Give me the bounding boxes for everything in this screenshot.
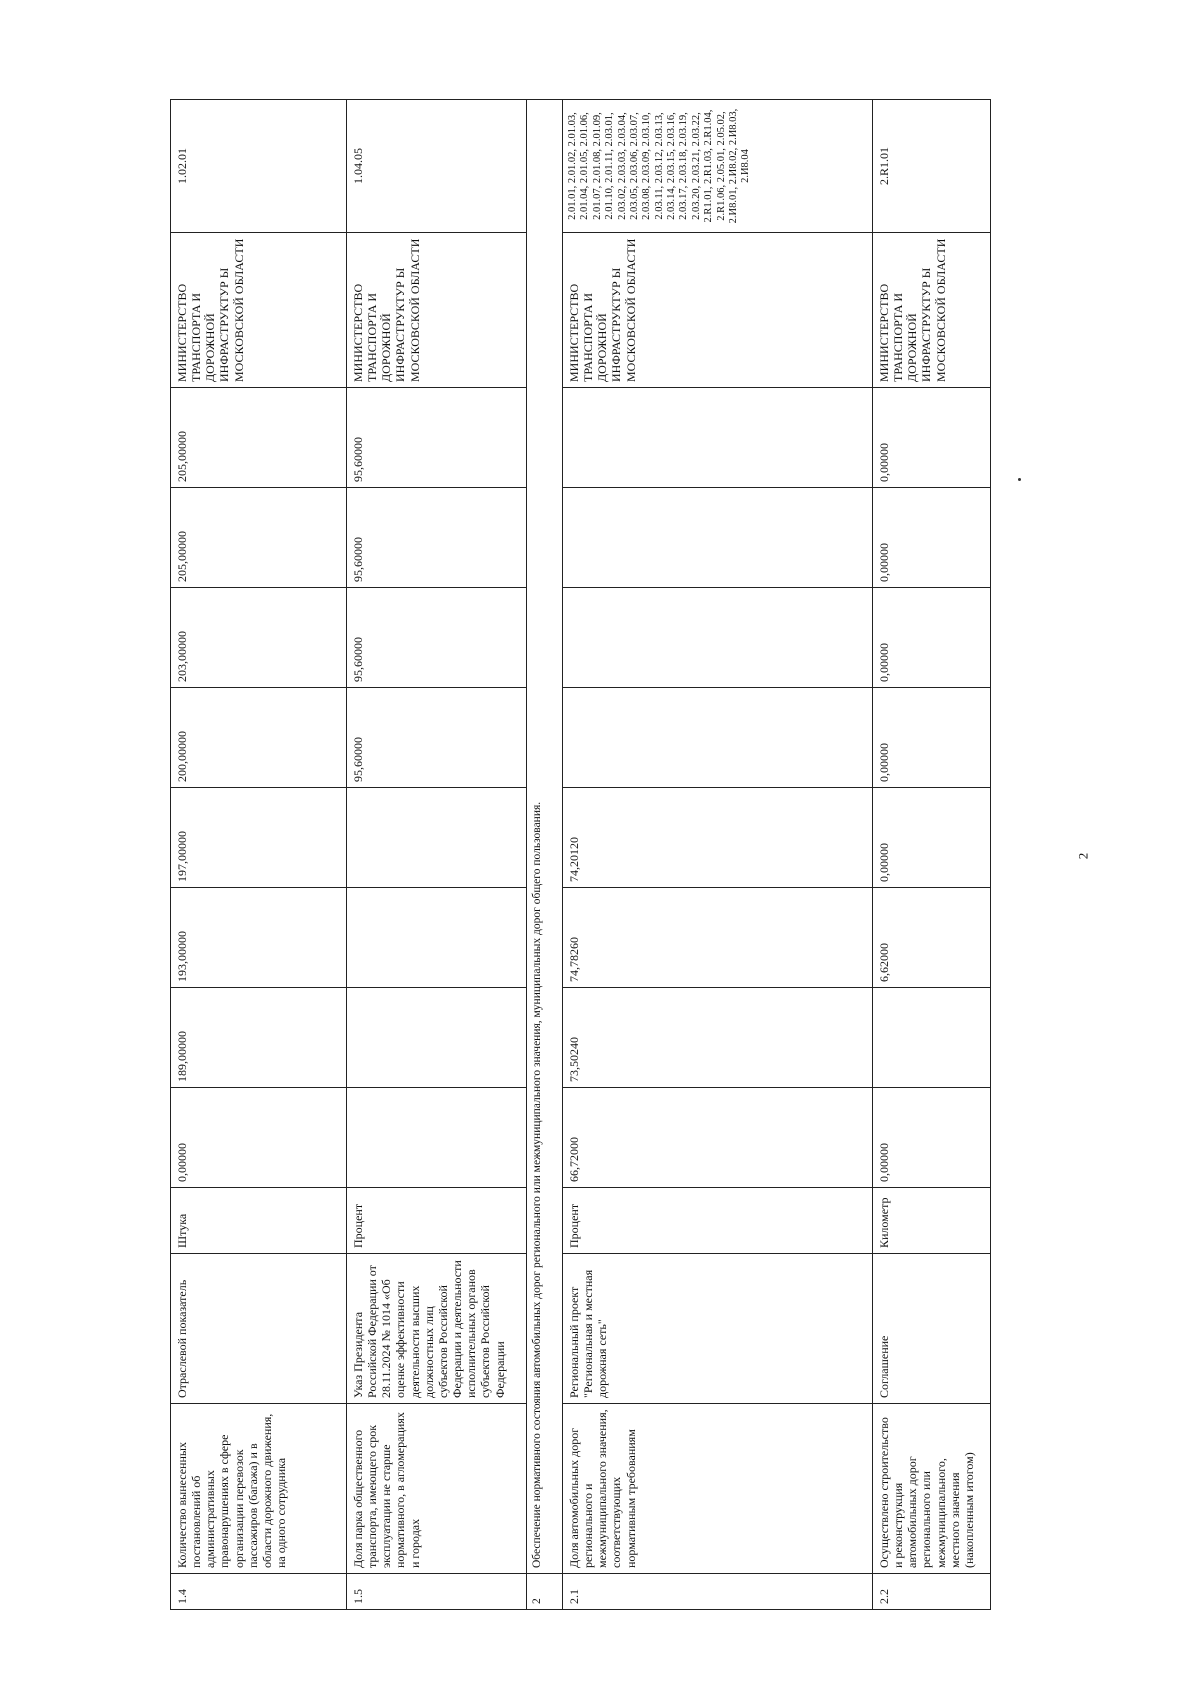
value-cell <box>563 388 873 488</box>
value-cell: 0,00000 <box>873 788 991 888</box>
value-cell: 189,00000 <box>171 988 347 1088</box>
value-cell: 200,00000 <box>171 688 347 788</box>
row-number: 2.1 <box>563 1574 873 1610</box>
indicator-unit: Процент <box>347 1188 527 1254</box>
value-cell <box>347 788 527 888</box>
value-cell <box>347 988 527 1088</box>
responsible-org: МИНИСТЕРСТВО ТРАНСПОРТА И ДОРОЖНОЙ ИНФРАСТРУКТУР Ы МОСКОВСКОЙ ОБЛАСТИ <box>347 233 527 388</box>
indicator-name: Доля парка общественного транспорта, имеющего срок эксплуатации не старше нормативного, в агломерациях и городах <box>347 1404 527 1574</box>
value-cell <box>563 588 873 688</box>
indicator-basis: Отраслевой показатель <box>171 1254 347 1404</box>
value-cell: 197,00000 <box>171 788 347 888</box>
measure-codes: 2.R1.01 <box>873 100 991 233</box>
responsible-org: МИНИСТЕРСТВО ТРАНСПОРТА И ДОРОЖНОЙ ИНФРАСТРУКТУР Ы МОСКОВСКОЙ ОБЛАСТИ <box>171 233 347 388</box>
measure-codes: 1.04.05 <box>347 100 527 233</box>
value-cell <box>347 888 527 988</box>
indicator-basis: Региональный проект "Региональная и местная дорожная сеть" <box>563 1254 873 1404</box>
indicator-name: Количество вынесенных постановлений об административных правонарушениях в сфере организации перевозок пассажиров (багажа) и в области дорожного движения, на одного сотрудника <box>171 1404 347 1574</box>
value-cell: 0,00000 <box>873 388 991 488</box>
scan-speck <box>1018 478 1021 481</box>
value-cell <box>347 1088 527 1188</box>
row-number: 1.5 <box>347 1574 527 1610</box>
indicators-table <box>170 99 991 1610</box>
value-cell: 203,00000 <box>171 588 347 688</box>
value-cell: 0,00000 <box>873 488 991 588</box>
value-cell: 0,00000 <box>873 688 991 788</box>
indicator-basis: Соглашение <box>873 1254 991 1404</box>
table-row <box>873 100 991 1610</box>
section-title: Обеспечение нормативного состояния автомобильных дорог регионального или межмуниципального значения, муниципальных дорог общего пользования. <box>527 100 563 1574</box>
value-cell: 95,60000 <box>347 588 527 688</box>
value-cell: 74,20120 <box>563 788 873 888</box>
value-cell: 6,62000 <box>873 888 991 988</box>
value-cell <box>563 688 873 788</box>
value-cell: 0,00000 <box>873 588 991 688</box>
indicator-basis: Указ Президента Российской Федерации от 28.11.2024 № 1014 «Об оценке эффективности деятельности высших должностных лиц субъектов Российской Федерации и деятельности исполнительных органов субъектов Российской Федерации <box>347 1254 527 1404</box>
value-cell: 66,72000 <box>563 1088 873 1188</box>
indicator-name: Доля автомобильных дорог регионального и межмуниципального значения, соответствующих нормативным требованиям <box>563 1404 873 1574</box>
value-cell: 95,60000 <box>347 688 527 788</box>
value-cell: 74,78260 <box>563 888 873 988</box>
measure-codes: 2.01.01, 2.01.02, 2.01.03, 2.01.04, 2.01.05, 2.01.06, 2.01.07, 2.01.08, 2.01.09, 2.01.10, 2.01.11, 2.03.01, 2.03.02, 2.03.03, 2.03.04, 2.03.05, 2.03.06, 2.03.07, 2.03.08, 2.03.09, 2.03.10, 2.03.11, 2.03.12, 2.03.13, 2.03.14, 2.03.15, 2.03.16, 2.03.17, 2.03.18, 2.03.19, 2.03.20, 2.03.21, 2.03.22, 2.R1.01, 2.R1.03, 2.R1.04, 2.R1.06, 2.05.01, 2.05.02, 2.И8.01, 2.И8.02, 2.И8.03, 2.И8.04 <box>563 100 873 233</box>
measure-codes: 1.02.01 <box>171 100 347 233</box>
page-number: 2 <box>1075 852 1091 860</box>
section-number: 2 <box>527 1574 563 1610</box>
value-cell <box>873 988 991 1088</box>
indicator-unit: Процент <box>563 1188 873 1254</box>
value-cell: 0,00000 <box>171 1088 347 1188</box>
table-row <box>171 100 347 1610</box>
indicator-unit: Километр <box>873 1188 991 1254</box>
indicator-unit: Штука <box>171 1188 347 1254</box>
responsible-org: МИНИСТЕРСТВО ТРАНСПОРТА И ДОРОЖНОЙ ИНФРАСТРУКТУР Ы МОСКОВСКОЙ ОБЛАСТИ <box>873 233 991 388</box>
section-row <box>527 100 563 1610</box>
table-row <box>563 100 873 1610</box>
indicator-name: Осуществлено строительство и реконструкция автомобильных дорог регионального или межмуниципального, местного значения (накопленным итогом) <box>873 1404 991 1574</box>
value-cell: 205,00000 <box>171 488 347 588</box>
table-row <box>347 100 527 1610</box>
value-cell: 205,00000 <box>171 388 347 488</box>
value-cell <box>563 488 873 588</box>
row-number: 1.4 <box>171 1574 347 1610</box>
rotated-page-content <box>170 100 990 1610</box>
value-cell: 193,00000 <box>171 888 347 988</box>
value-cell: 73,50240 <box>563 988 873 1088</box>
value-cell: 95,60000 <box>347 388 527 488</box>
value-cell: 95,60000 <box>347 488 527 588</box>
value-cell: 0,00000 <box>873 1088 991 1188</box>
row-number: 2.2 <box>873 1574 991 1610</box>
responsible-org: МИНИСТЕРСТВО ТРАНСПОРТА И ДОРОЖНОЙ ИНФРАСТРУКТУР Ы МОСКОВСКОЙ ОБЛАСТИ <box>563 233 873 388</box>
